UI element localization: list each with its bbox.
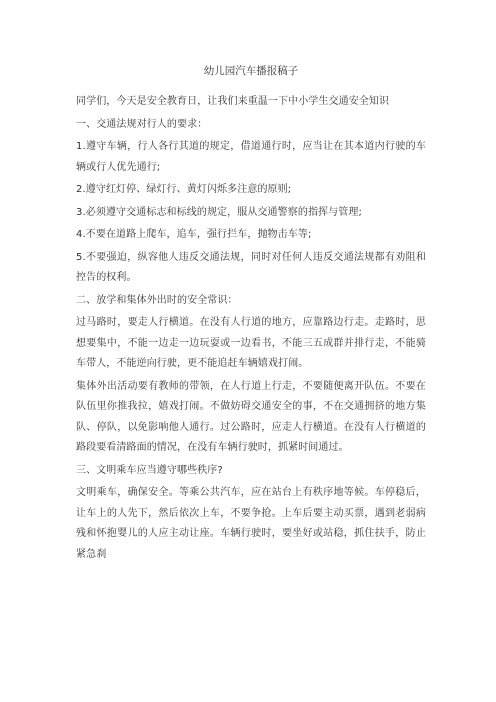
paragraph: 5.不要强迫，纵容他人违反交通法规，同时对任何人违反交通法规都有劝阻和控告的权利。 <box>76 251 426 283</box>
paragraph: 过马路时，要走人行横道。在没有人行道的地方，应靠路边行走。走路时，思想要集中，不能一边走一边玩耍或一边看书，不能三五成群并排行走，不能骑车带人，不能逆向行驶，更不能追赶车辆嬉戏打闹。 <box>76 317 426 369</box>
section-heading: 三、文明乘车应当遵守哪些秩序? <box>76 464 223 476</box>
document-title: 幼儿园汽车播报稿子 <box>203 65 299 77</box>
paragraph: 1.遵守车辆，行人各行其道的规定，借道通行时，应当让在其本道内行驶的车辆或行人优先通行; <box>76 141 426 173</box>
paragraph: 3.必须遵守交通标志和标线的规定，服从交通警察的指挥与管理; <box>76 206 362 218</box>
paragraph: 集体外出活动要有教师的带领，在人行道上行走，不要随便离开队伍。不要在队伍里你推我拉，嬉戏打闹。不做妨碍交通安全的事，不在交通拥挤的地方集队、停队，以免影响他人通行。过公路时，应走人行横道。在没有人行横道的路段要看清路面的情况，在没有车辆行驶时，抓紧时间通过。 <box>76 380 426 453</box>
paragraph: 4.不要在道路上爬车，追车，强行拦车，抛物击车等; <box>76 229 312 240</box>
paragraph: 同学们，今天是安全教育日，让我们来重温一下中小学生交通安全知识 <box>76 96 390 107</box>
section-heading: 一、交通法规对行人的要求： <box>76 118 208 130</box>
paragraph: 文明乘车，确保安全。等乘公共汽车，应在站台上有秩序地等候。车停稳后，让车上的人先下，然后依次上车，不要争抢。上车后要主动买票，遇到老弱病残和怀抱婴儿的人应主动让座。车辆行驶时，要坐好或站稳，抓住扶手，防止紧急刹 <box>76 487 426 560</box>
section-heading: 二、放学和集体外出时的安全常识： <box>76 294 238 306</box>
paragraph: 2.遵守红灯停、绿灯行、黄灯闪烁多注意的原则; <box>76 184 292 195</box>
